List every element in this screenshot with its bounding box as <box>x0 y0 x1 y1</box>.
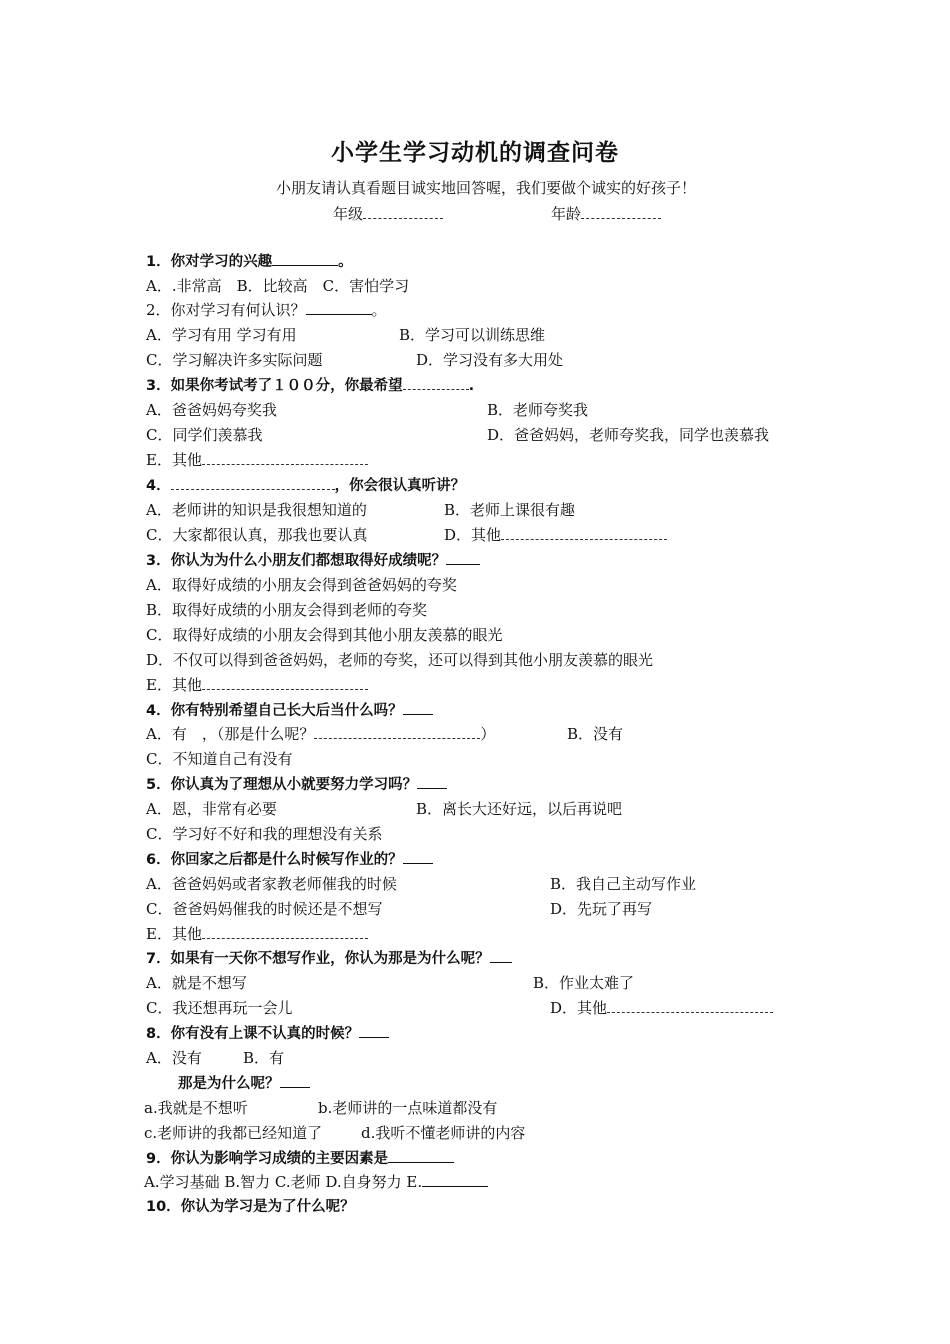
question-6-answer-blank[interactable] <box>314 724 480 739</box>
question-8 <box>146 849 433 870</box>
question-7-option-a[interactable]: A．恩，非常有必要 <box>146 800 277 818</box>
question-8-option-b[interactable]: B．我自己主动写作业 <box>550 875 697 893</box>
question-4-text: ，你会很认真听讲？ <box>334 478 466 494</box>
question-6-option-a[interactable] <box>146 724 495 744</box>
question-8-text: 6．你回家之后都是什么时候写作业的？ <box>146 852 403 868</box>
question-9-option-c[interactable]: C．我还想再玩一会儿 <box>146 999 293 1017</box>
question-4-blank[interactable] <box>171 475 335 490</box>
question-6-option-c[interactable]: C．不知道自己有没有 <box>146 750 293 768</box>
question-2-option-a[interactable]: A．学习有用 学习有用 <box>146 326 297 344</box>
question-7-text: 5．你认真为了理想从小就要努力学习吗？ <box>146 777 418 793</box>
question-1-options[interactable]: A．.非常高 B．比较高 C．害怕学习 <box>146 277 410 295</box>
question-3-option-e-label: E．其他 <box>146 451 202 469</box>
question-2 <box>146 300 387 320</box>
question-10-followup-text: 那是为什么呢？ <box>178 1076 280 1092</box>
instructions: 小朋友请认真看题目诚实地回答喔，我们要做个诚实的好孩子！ <box>276 179 697 197</box>
question-4-number: 4． <box>146 478 171 494</box>
question-1 <box>146 251 353 272</box>
question-2-text: 2．你对学习有何认识？ <box>146 301 306 319</box>
question-10-sub-option-b[interactable]: b.老师讲的一点味道都没有 <box>318 1099 498 1117</box>
question-3-option-a[interactable]: A．爸爸妈妈夸奖我 <box>146 401 277 419</box>
age-blank[interactable] <box>581 204 661 219</box>
question-5 <box>146 550 480 571</box>
question-7-blank[interactable] <box>417 774 447 789</box>
question-4-option-a[interactable]: A．老师讲的知识是我很想知道的 <box>146 501 367 519</box>
question-5-option-d[interactable]: D．不仅可以得到爸爸妈妈，老师的夸奖，还可以得到其他小朋友羡慕的眼光 <box>146 651 654 669</box>
question-5-text: 3．你认为为什么小朋友们都想取得好成绩呢？ <box>146 553 447 569</box>
question-4-option-b[interactable]: B．老师上课很有趣 <box>444 501 576 519</box>
question-4-other-blank[interactable] <box>501 525 667 540</box>
question-6-text: 4．你有特别希望自己长大后当什么吗？ <box>146 703 403 719</box>
question-9 <box>146 948 512 969</box>
question-10-option-a[interactable]: A．没有 <box>146 1049 202 1067</box>
grade-label: 年级 <box>333 205 364 223</box>
question-2-blank[interactable] <box>306 300 372 315</box>
question-11 <box>146 1148 454 1169</box>
question-9-other-blank[interactable] <box>607 998 773 1013</box>
question-9-text: 7．如果有一天你不想写作业，你认为那是为什么呢？ <box>146 951 490 967</box>
page-title: 小学生学习动机的调查问卷 <box>331 140 619 166</box>
question-10-text: 8．你有没有上课不认真的时候？ <box>146 1026 360 1042</box>
question-3-option-e[interactable] <box>146 450 368 470</box>
question-5-option-b[interactable]: B．取得好成绩的小朋友会得到老师的夸奖 <box>146 601 428 619</box>
question-3-blank[interactable] <box>403 375 469 390</box>
question-8-option-a[interactable]: A．爸爸妈妈或者家教老师催我的时候 <box>146 875 397 893</box>
question-6 <box>146 700 433 721</box>
question-3-option-d[interactable]: D．爸爸妈妈，老师夸奖我，同学也羡慕我 <box>487 426 770 444</box>
question-6-option-a-close: ） <box>480 725 496 743</box>
question-2-option-d[interactable]: D．学习没有多大用处 <box>416 351 564 369</box>
question-9-option-a[interactable]: A．就是不想写 <box>146 974 247 992</box>
question-9-option-b[interactable]: B．作业太难了 <box>533 974 635 992</box>
question-9-option-d[interactable] <box>550 998 773 1018</box>
question-11-blank[interactable] <box>388 1148 454 1163</box>
question-11-other-blank[interactable] <box>422 1172 488 1187</box>
question-6-option-b[interactable]: B．没有 <box>567 725 624 743</box>
question-4-option-d-label: D．其他 <box>444 526 502 544</box>
question-5-other-blank[interactable] <box>202 675 368 690</box>
question-4-option-c[interactable]: C．大家都很认真，那我也要认真 <box>146 526 368 544</box>
question-9-blank[interactable] <box>490 948 512 963</box>
question-10-option-b[interactable]: B．有 <box>243 1049 285 1067</box>
question-3 <box>146 375 474 396</box>
question-3-other-blank[interactable] <box>202 450 368 465</box>
question-10-sub-option-a[interactable]: a.我就是不想听 <box>144 1099 248 1117</box>
question-6-option-a-label: A．有 ，（那是什么呢？ <box>146 725 315 743</box>
question-3-end: . <box>468 378 475 394</box>
question-9-option-d-label: D．其他 <box>550 999 608 1017</box>
question-3-option-c[interactable]: C．同学们羡慕我 <box>146 426 263 444</box>
grade-field[interactable] <box>333 203 443 224</box>
question-8-option-c[interactable]: C．爸爸妈妈催我的时候还是不想写 <box>146 900 383 918</box>
question-6-blank[interactable] <box>403 700 433 715</box>
question-8-option-e-label: E．其他 <box>146 925 202 943</box>
question-3-text: 3．如果你考试考了１００分，你最希望 <box>146 378 403 394</box>
question-1-text: 1．你对学习的兴趣 <box>146 254 273 270</box>
question-4-option-d[interactable] <box>444 525 667 545</box>
question-1-end: 。 <box>338 254 353 270</box>
question-5-option-a[interactable]: A．取得好成绩的小朋友会得到爸爸妈妈的夸奖 <box>146 576 457 594</box>
question-5-blank[interactable] <box>446 550 480 565</box>
question-4 <box>146 475 465 496</box>
question-2-end: 。 <box>371 301 387 319</box>
question-2-option-b[interactable]: B．学习可以训练思维 <box>399 326 546 344</box>
question-7-option-c[interactable]: C．学习好不好和我的理想没有关系 <box>146 825 383 843</box>
question-8-option-e[interactable] <box>146 924 368 944</box>
age-label: 年龄 <box>551 205 582 223</box>
question-7 <box>146 774 447 795</box>
question-8-blank[interactable] <box>403 849 433 864</box>
question-8-option-d[interactable]: D．先玩了再写 <box>550 900 653 918</box>
question-11-options[interactable] <box>144 1172 488 1192</box>
question-10-followup <box>178 1073 310 1094</box>
question-10-sub-option-d[interactable]: d.我听不懂老师讲的内容 <box>361 1124 526 1142</box>
question-10-sub-option-c[interactable]: c.老师讲的我都已经知道了 <box>144 1124 323 1142</box>
question-11-text: 9．你认为影响学习成绩的主要因素是 <box>146 1151 389 1167</box>
question-5-option-e[interactable] <box>146 675 368 695</box>
question-2-option-c[interactable]: C．学习解决许多实际问题 <box>146 351 323 369</box>
question-10 <box>146 1023 389 1044</box>
age-field[interactable] <box>551 203 661 224</box>
grade-blank[interactable] <box>363 204 443 219</box>
question-5-option-e-label: E．其他 <box>146 676 202 694</box>
question-10-followup-blank[interactable] <box>280 1073 310 1088</box>
question-12: 10．你认为学习是为了什么呢？ <box>146 1199 355 1215</box>
question-8-other-blank[interactable] <box>202 924 368 939</box>
question-7-option-b[interactable]: B．离长大还好远，以后再说吧 <box>416 800 623 818</box>
question-3-option-b[interactable]: B．老师夸奖我 <box>487 401 589 419</box>
question-1-blank[interactable] <box>272 251 338 266</box>
question-11-options-text: A.学习基础 B.智力 C.老师 D.自身努力 E. <box>144 1173 423 1191</box>
question-5-option-c[interactable]: C．取得好成绩的小朋友会得到其他小朋友羡慕的眼光 <box>146 626 503 644</box>
question-10-blank[interactable] <box>359 1023 389 1038</box>
